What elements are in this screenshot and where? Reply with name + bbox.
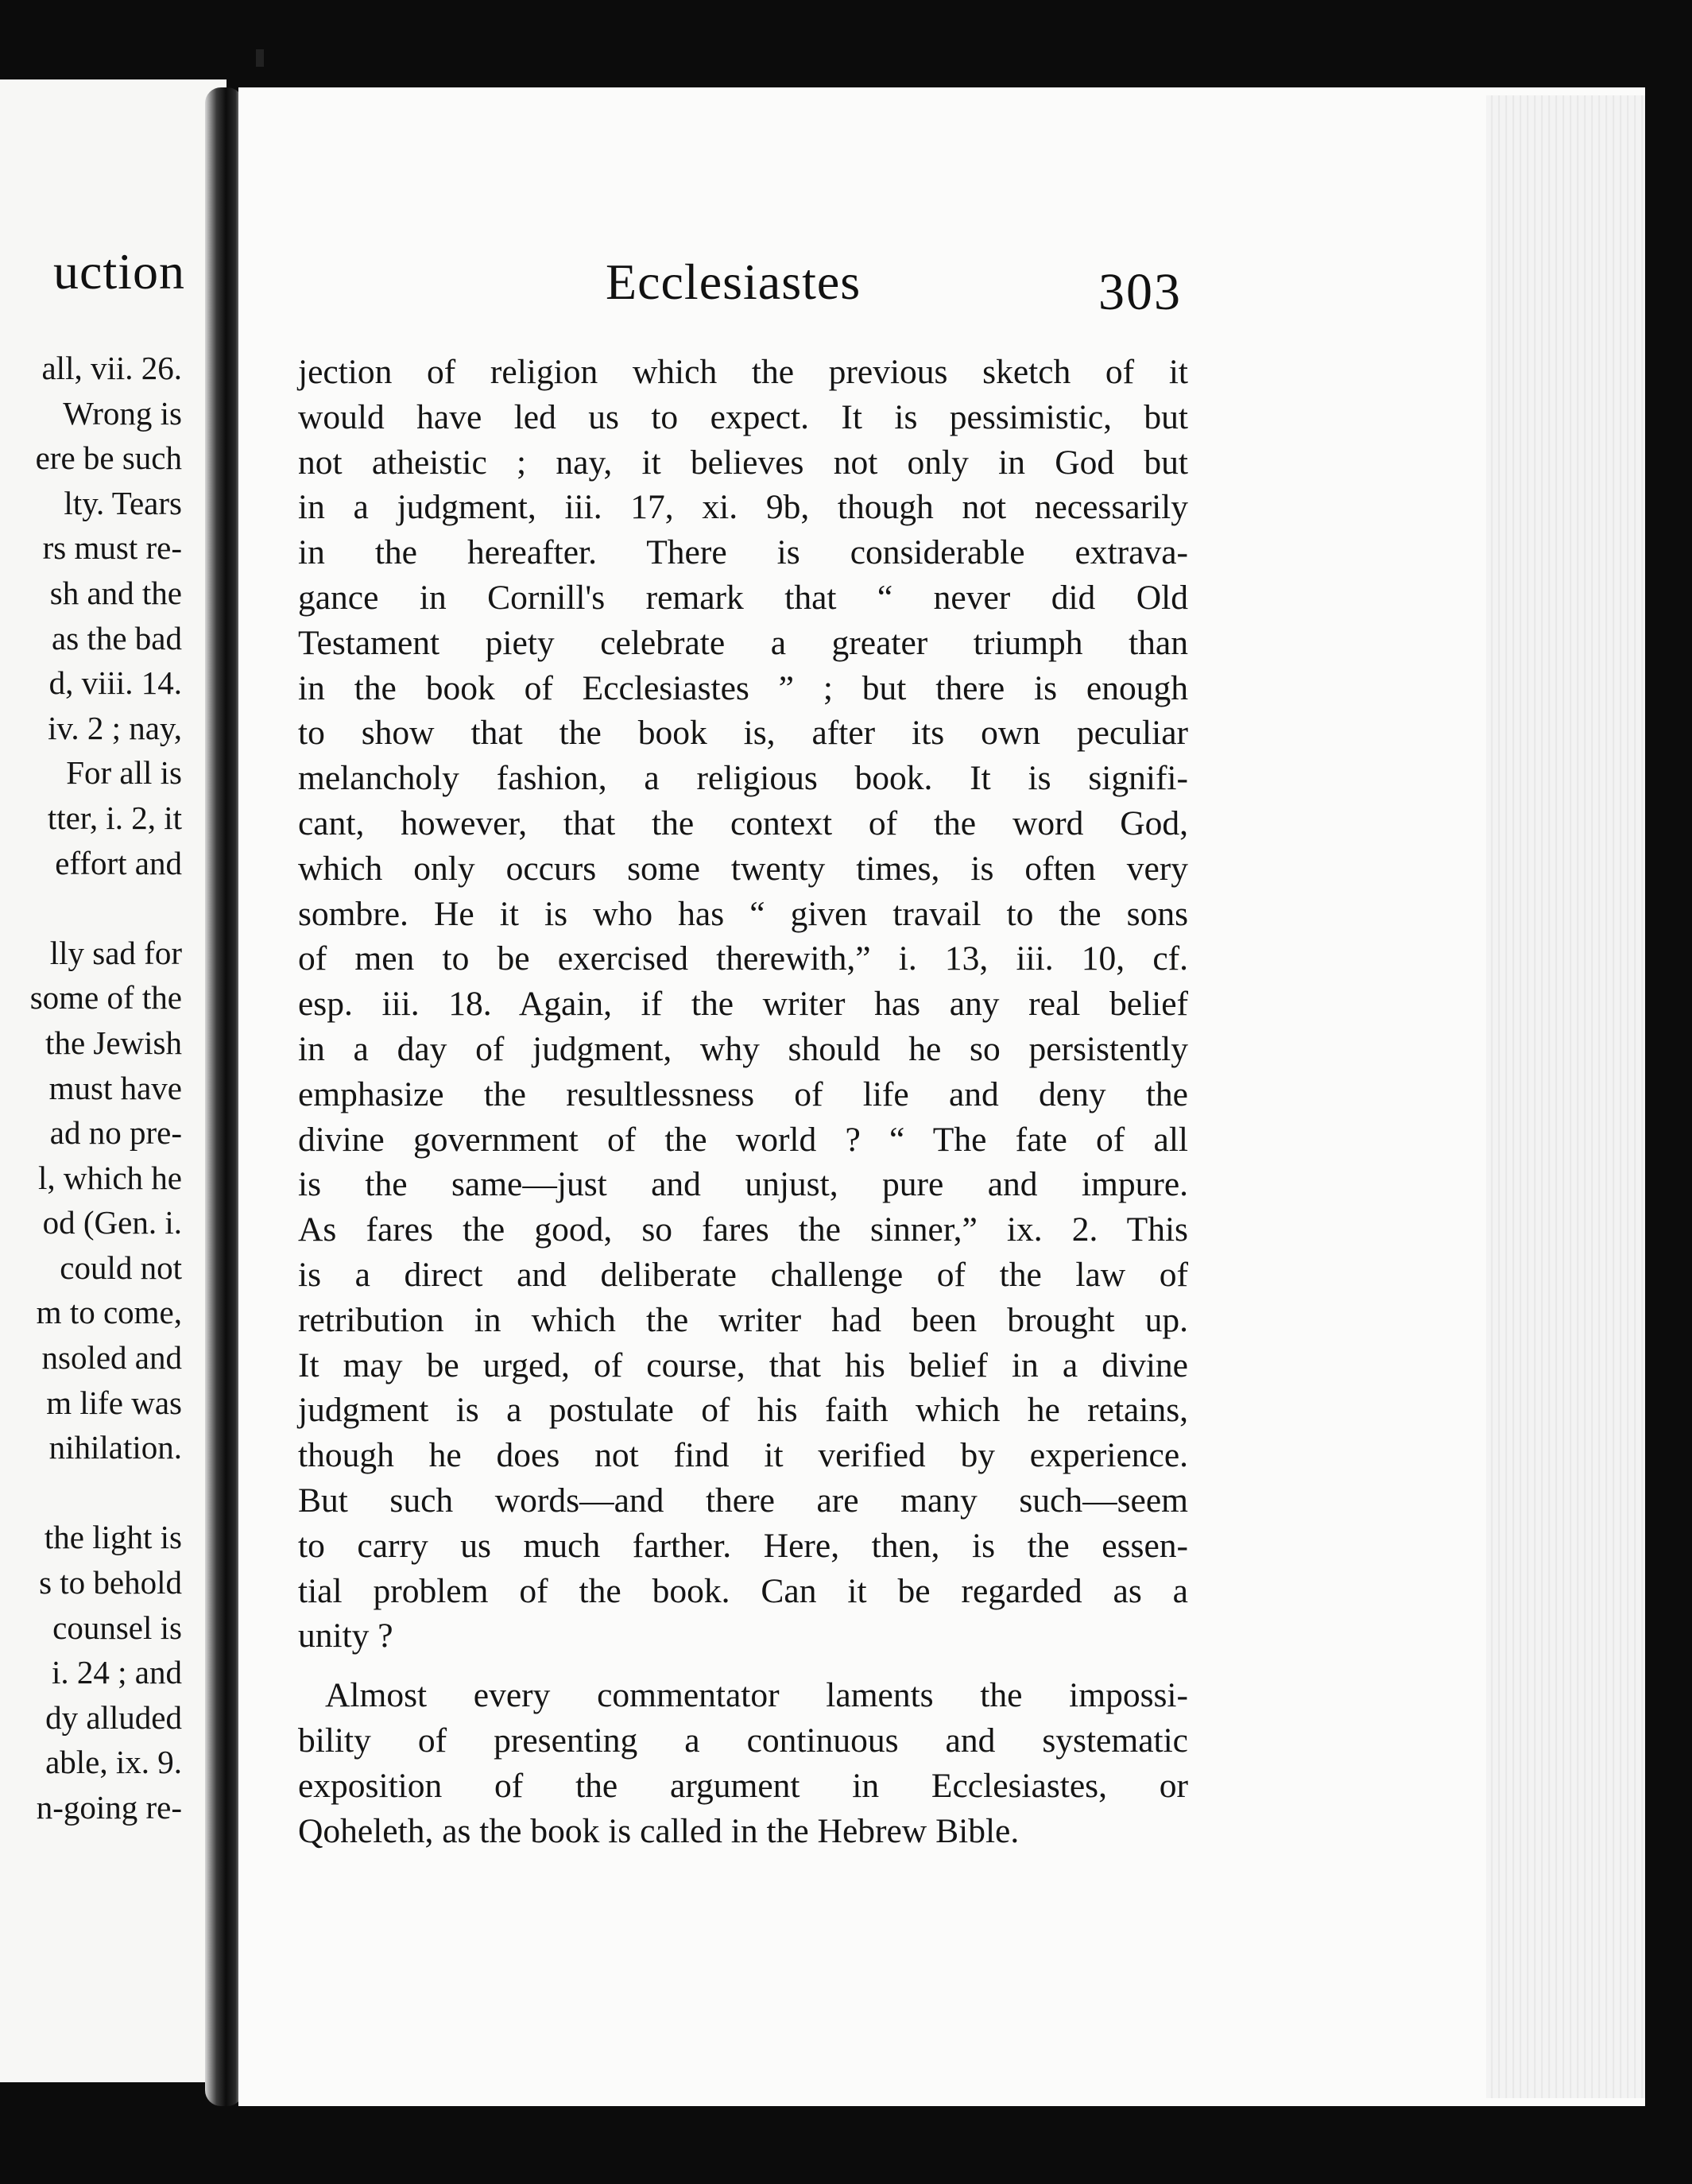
body-text <box>298 350 1188 1853</box>
text-line: is a direct and deliberate challenge of the law of <box>298 1255 1188 1294</box>
text-line: exposition of the argument in Ecclesiastes, or <box>298 1766 1188 1805</box>
text-line: It may be urged, of course, that his belief in a divine <box>298 1346 1188 1384</box>
text-line: sombre. He it is who has “ given travail to the sons <box>298 894 1188 933</box>
left-line: iv. 2 ; nay, <box>48 709 182 746</box>
text-line: is the same—just and unjust, pure and impure. <box>298 1165 1188 1204</box>
left-line: tter, i. 2, it <box>47 799 182 836</box>
text-line: bility of presenting a continuous and systematic <box>298 1721 1188 1760</box>
text-line: not atheistic ; nay, it believes not only in God but <box>298 443 1188 482</box>
left-line: s to behold <box>39 1564 182 1601</box>
text-line: which only occurs some twenty times, is often very <box>298 849 1188 888</box>
left-line: od (Gen. i. <box>42 1204 182 1241</box>
left-line: n-going re- <box>36 1789 182 1826</box>
text-line: But such words—and there are many such—seem <box>298 1481 1188 1520</box>
text-line: gance in Cornill's remark that “ never did Old <box>298 578 1188 617</box>
left-line-gap <box>30 1470 182 1516</box>
left-line: must have <box>48 1069 182 1106</box>
left-line: nsoled and <box>41 1339 182 1377</box>
text-line: esp. iii. 18. Again, if the writer has any real belief <box>298 985 1188 1024</box>
left-page <box>0 79 227 2082</box>
text-line: in a day of judgment, why should he so persistently <box>298 1029 1188 1068</box>
text-line: emphasize the resultlessness of life and deny the <box>298 1075 1188 1113</box>
left-line: Wrong is <box>63 394 182 432</box>
left-line: effort and <box>55 844 182 881</box>
text-line: to carry us much farther. Here, then, is the essen- <box>298 1526 1188 1565</box>
text-line: judgment is a postulate of his faith which he retains, <box>298 1391 1188 1430</box>
text-line: in the book of Ecclesiastes ” ; but there is enough <box>298 668 1188 707</box>
text-line: Qoheleth, as the book is called in the Hebrew Bible. <box>298 1811 1020 1850</box>
text-line: tial problem of the book. Can it be regarded as a <box>298 1571 1188 1610</box>
left-line: as the bad <box>52 619 182 656</box>
text-line: retribution in which the writer had been brought up. <box>298 1300 1188 1339</box>
left-line: ad no pre- <box>49 1114 182 1152</box>
left-line: could not <box>60 1249 182 1286</box>
left-line: For all is <box>66 754 182 792</box>
paragraph-break <box>298 1659 1188 1673</box>
left-line: some of the <box>29 979 182 1016</box>
page-edges <box>1486 95 1645 2098</box>
left-line: m life was <box>46 1384 182 1421</box>
left-line: lly sad for <box>49 934 182 971</box>
text-line: As fares the good, so fares the sinner,” ix. 2. This <box>298 1210 1188 1249</box>
left-line: dy alluded <box>45 1698 182 1736</box>
book-gutter <box>205 87 243 2106</box>
left-line: d, viii. 14. <box>48 664 182 702</box>
text-line: jection of religion which the previous sketch of it <box>298 353 1188 391</box>
left-line: lty. Tears <box>64 484 182 521</box>
left-line: i. 24 ; and <box>52 1654 182 1691</box>
left-line: the Jewish <box>45 1024 182 1061</box>
text-line: Testament piety celebrate a greater triumph than <box>298 623 1188 662</box>
text-line: would have led us to expect. It is pessimistic, but <box>298 397 1188 436</box>
left-line: the light is <box>44 1519 182 1556</box>
text-line: divine government of the world ? “ The fate of all <box>298 1120 1188 1159</box>
left-line: able, ix. 9. <box>45 1744 182 1781</box>
left-page-text <box>30 346 182 1830</box>
text-line: melancholy fashion, a religious book. It is signifi- <box>298 759 1188 798</box>
left-running-head: uction <box>53 243 185 300</box>
left-line: rs must re- <box>42 529 182 567</box>
left-line: all, vii. 26. <box>41 350 182 386</box>
left-line: ere be such <box>35 440 182 477</box>
scan-mark <box>256 49 264 67</box>
text-line: to show that the book is, after its own peculiar <box>298 714 1188 753</box>
text-line: though he does not find it verified by experience. <box>298 1436 1188 1475</box>
text-line: cant, however, that the context of the word God, <box>298 804 1188 842</box>
text-line: Almost every commentator laments the impossi- <box>325 1676 1188 1715</box>
text-line: of men to be exercised therewith,” i. 13, iii. 10, cf. <box>298 939 1188 978</box>
page-number: 303 <box>1098 263 1182 321</box>
left-line: sh and the <box>49 574 182 611</box>
left-line: m to come, <box>36 1294 182 1331</box>
left-line-gap <box>30 885 182 931</box>
text-line: in the hereafter. There is considerable extrava- <box>298 533 1188 572</box>
left-line: l, which he <box>37 1159 182 1196</box>
running-head-title: Ecclesiastes <box>606 254 861 310</box>
text-line: in a judgment, iii. 17, xi. 9b, though not necessarily <box>298 488 1188 527</box>
text-line: unity ? <box>298 1617 393 1655</box>
left-line: nihilation. <box>48 1429 182 1466</box>
left-line: counsel is <box>52 1609 182 1646</box>
